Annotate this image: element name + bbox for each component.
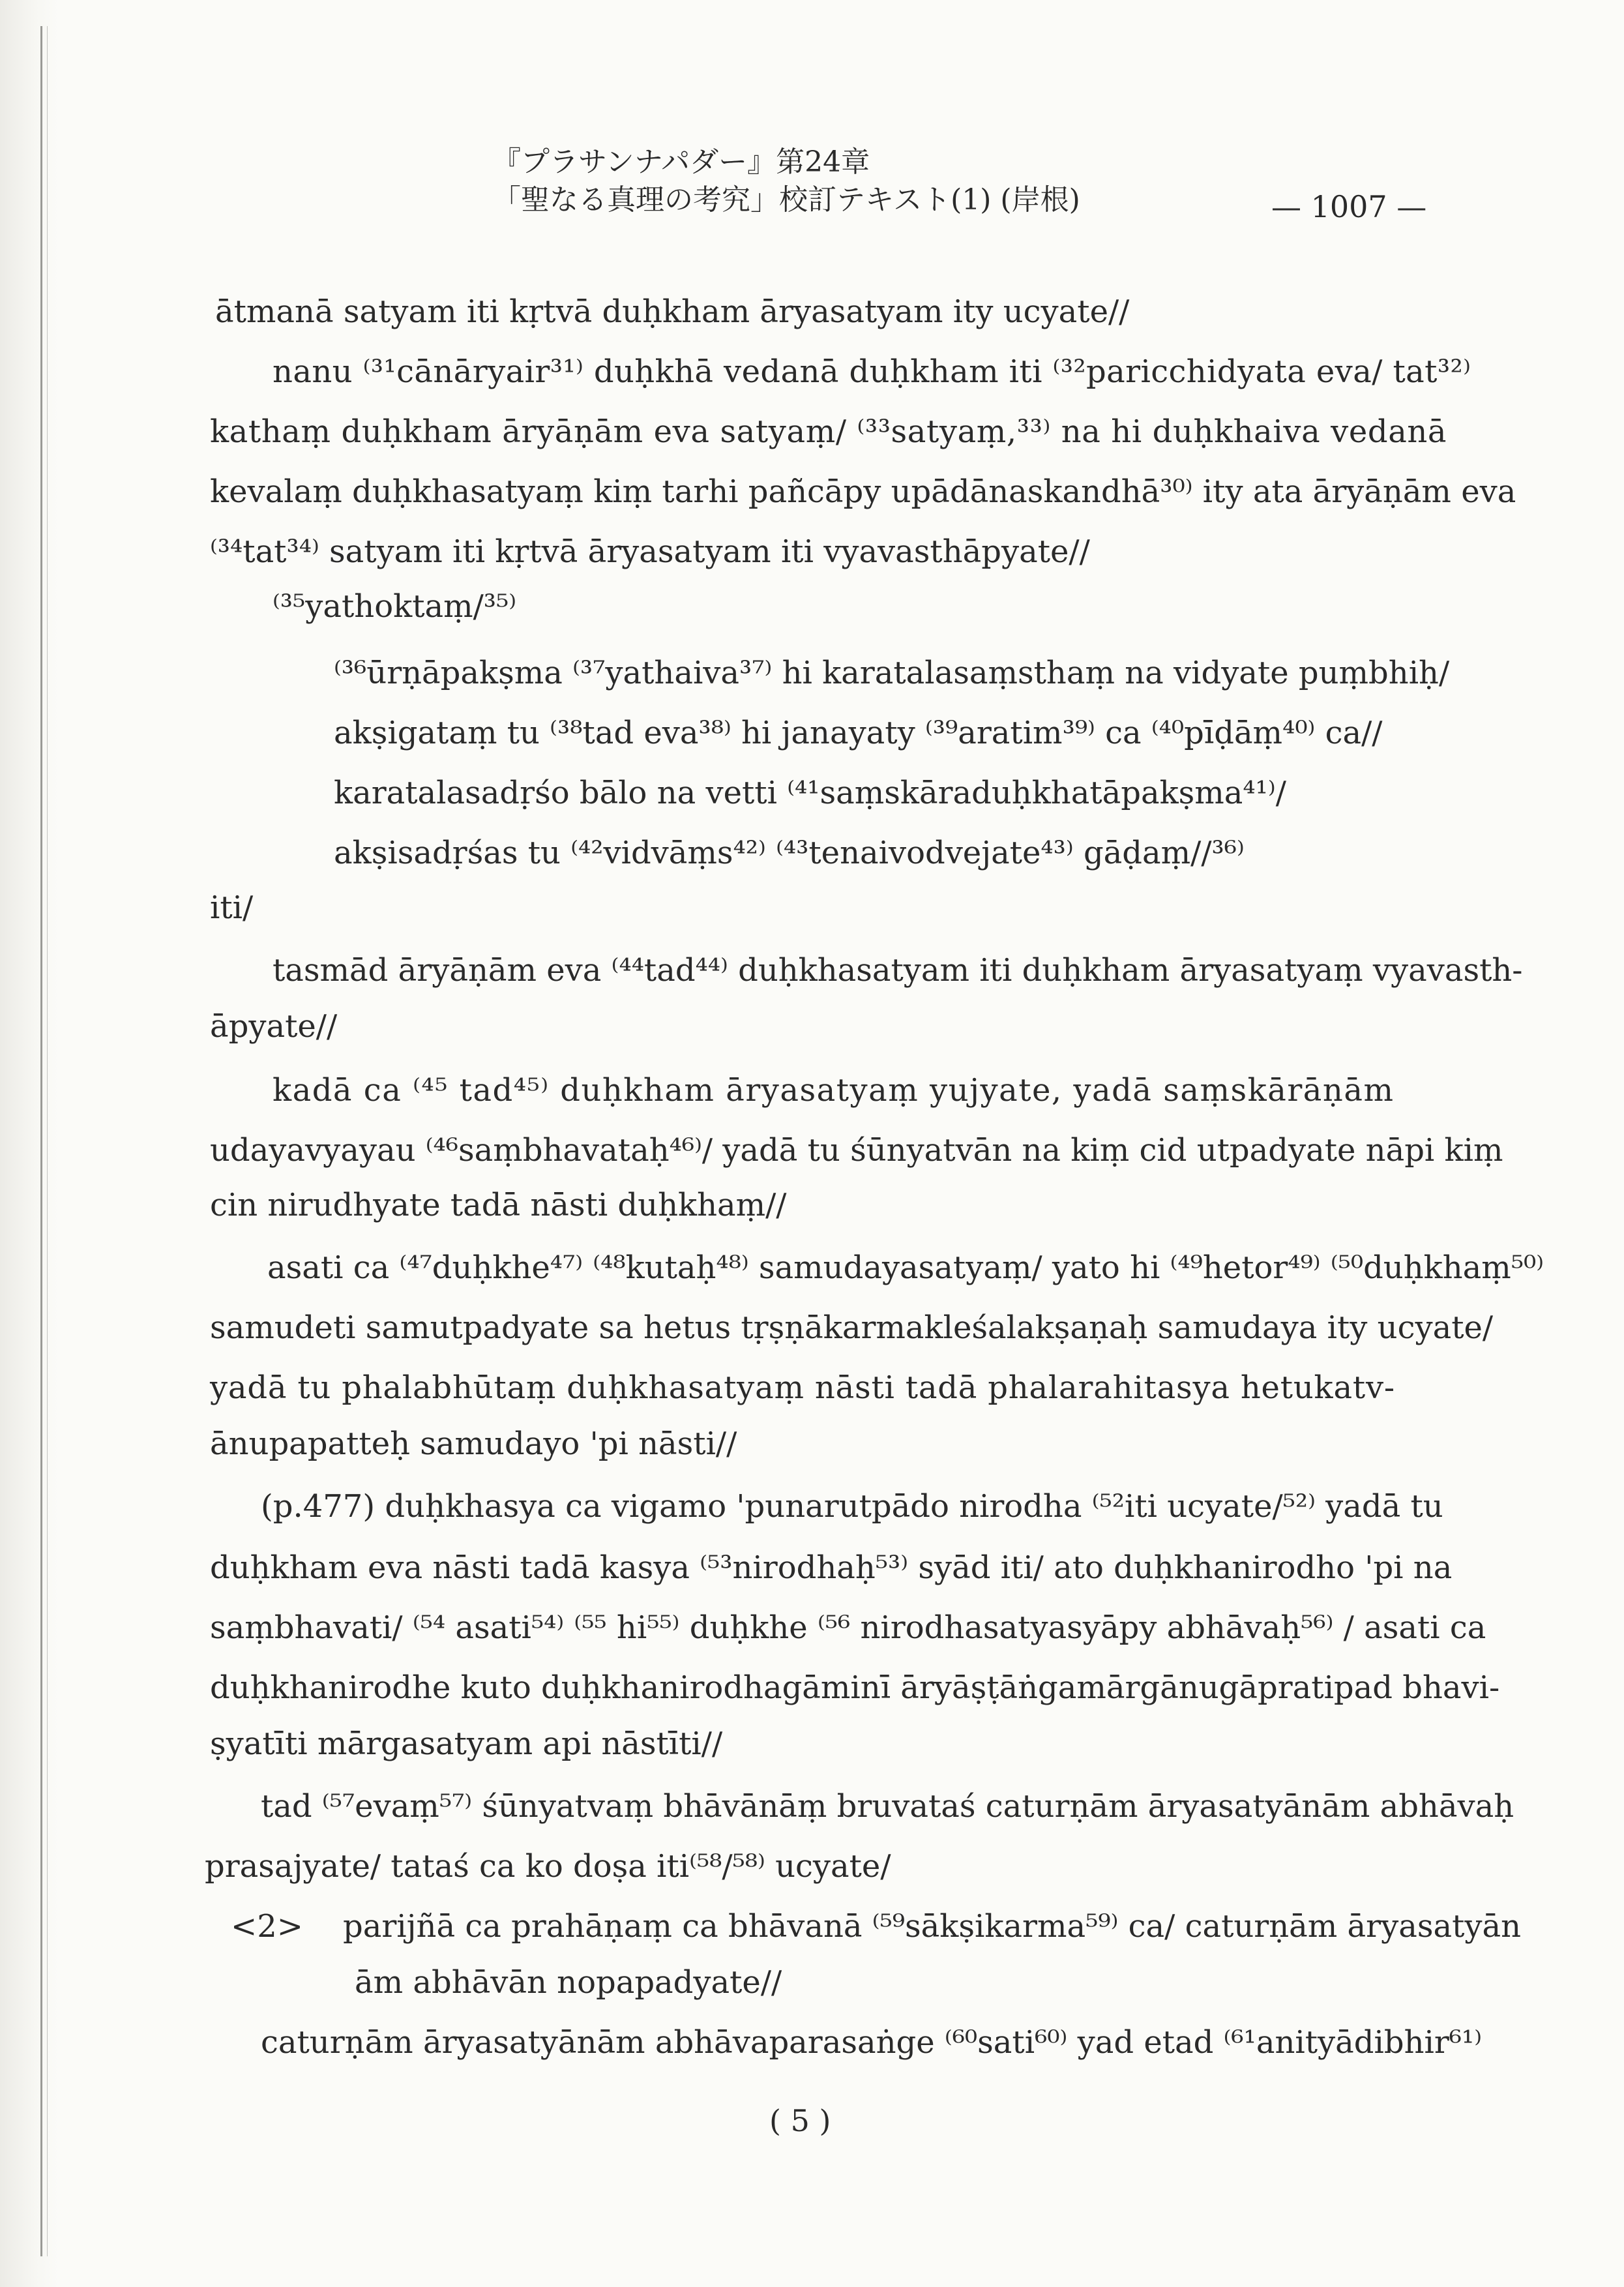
text-line: samudeti samutpadyate sa hetus tṛṣṇākarmakleśalakṣaṇaḥ samudaya ity ucyate/ bbox=[210, 1309, 1494, 1346]
text-line: nanu ⁽³¹cānāryair³¹⁾ duḥkhā vedanā duḥkham iti ⁽³²paricchidyata eva/ tat³²⁾ bbox=[273, 353, 1471, 390]
text-line: tad ⁽⁵⁷evaṃ⁵⁷⁾ śūnyatvaṃ bhāvānāṃ bruvataś caturṇām āryasatyānām abhāvaḥ bbox=[261, 1788, 1514, 1825]
verse-line: ām abhāvān nopapadyate// bbox=[355, 1964, 782, 2001]
verse-line: karatalasadṛśo bālo na vetti ⁽⁴¹saṃskāraduḥkhatāpakṣma⁴¹⁾/ bbox=[334, 775, 1286, 811]
text-line: kadā ca ⁽⁴⁵ tad⁴⁵⁾ duḥkham āryasatyaṃ yujyate, yadā saṃskārāṇām bbox=[273, 1072, 1395, 1109]
page-number: — 1007 — bbox=[1271, 189, 1427, 224]
text-line: saṃbhavati/ ⁽⁵⁴ asati⁵⁴⁾ ⁽⁵⁵ hi⁵⁵⁾ duḥkhe ⁽⁵⁶ nirodhasatyasyāpy abhāvaḥ⁵⁶⁾ / asati ca bbox=[210, 1609, 1486, 1646]
text-line: cin nirudhyate tadā nāsti duḥkhaṃ// bbox=[210, 1187, 787, 1223]
text-line: caturṇām āryasatyānām abhāvaparasaṅge ⁽⁶⁰sati⁶⁰⁾ yad etad ⁽⁶¹anityādibhir⁶¹⁾ bbox=[261, 2024, 1483, 2061]
verse-line: akṣisadṛśas tu ⁽⁴²vidvāṃs⁴²⁾ ⁽⁴³tenaivodvejate⁴³⁾ gāḍaṃ//³⁶⁾ bbox=[334, 835, 1245, 871]
header-title-line-1: 『プラサンナパダー』第24章 bbox=[492, 145, 870, 179]
text-line: asati ca ⁽⁴⁷duḥkhe⁴⁷⁾ ⁽⁴⁸kutaḥ⁴⁸⁾ samudayasatyaṃ/ yato hi ⁽⁴⁹hetor⁴⁹⁾ ⁽⁵⁰duḥkhaṃ⁵⁰⁾ bbox=[267, 1249, 1544, 1286]
running-header bbox=[492, 143, 1080, 219]
text-line: kathaṃ duḥkham āryāṇām eva satyaṃ/ ⁽³³satyaṃ,³³⁾ na hi duḥkhaiva vedanā bbox=[210, 413, 1447, 450]
text-line: duḥkhanirodhe kuto duḥkhanirodhagāminī āryāṣṭāṅgamārgānugāpratipad bhavi- bbox=[210, 1669, 1500, 1706]
verse-line: akṣigataṃ tu ⁽³⁸tad eva³⁸⁾ hi janayaty ⁽³⁹aratim³⁹⁾ ca ⁽⁴⁰pīḍāṃ⁴⁰⁾ ca// bbox=[334, 715, 1383, 751]
verse-line: <2> parijñā ca prahāṇaṃ ca bhāvanā ⁽⁵⁹sākṣikarma⁵⁹⁾ ca/ caturṇām āryasatyān bbox=[231, 1908, 1522, 1945]
text-line: ⁽³⁴tat³⁴⁾ satyam iti kṛtvā āryasatyam iti vyavasthāpyate// bbox=[210, 533, 1090, 570]
text-line: yadā tu phalabhūtaṃ duḥkhasatyaṃ nāsti tadā phalarahitasya hetukatv- bbox=[210, 1369, 1395, 1406]
text-line: (p.477) duḥkhasya ca vigamo 'punarutpādo nirodha ⁽⁵²iti ucyate/⁵²⁾ yadā tu bbox=[261, 1488, 1443, 1525]
scan-edge bbox=[0, 0, 59, 2287]
binder-line-secondary bbox=[47, 26, 48, 2256]
text-line: duḥkham eva nāsti tadā kasya ⁽⁵³nirodhaḥ⁵³⁾ syād iti/ ato duḥkhanirodho 'pi na bbox=[210, 1549, 1453, 1586]
text-line: udayavyayau ⁽⁴⁶saṃbhavataḥ⁴⁶⁾/ yadā tu śūnyatvān na kiṃ cid utpadyate nāpi kiṃ bbox=[210, 1132, 1503, 1169]
verse-line: ⁽³⁶ūrṇāpakṣma ⁽³⁷yathaiva³⁷⁾ hi karatalasaṃsthaṃ na vidyate puṃbhiḥ/ bbox=[334, 655, 1450, 691]
text-line: iti/ bbox=[210, 889, 254, 926]
text-line: ātmanā satyam iti kṛtvā duḥkham āryasatyam ity ucyate// bbox=[215, 293, 1130, 330]
header-title-line-2: 「聖なる真理の考究」校訂テキスト(1) (岸根) bbox=[492, 183, 1080, 217]
text-line: ṣyatīti mārgasatyam api nāstīti// bbox=[210, 1726, 723, 1762]
binder-line bbox=[40, 26, 42, 2256]
text-line: ānupapatteḥ samudayo 'pi nāsti// bbox=[210, 1426, 737, 1462]
text-line: ⁽³⁵yathoktaṃ/³⁵⁾ bbox=[273, 588, 517, 625]
page-marker: ( 5 ) bbox=[769, 2103, 831, 2138]
text-line: āpyate// bbox=[210, 1008, 338, 1045]
text-line: tasmād āryāṇām eva ⁽⁴⁴tad⁴⁴⁾ duḥkhasatyam iti duḥkham āryasatyaṃ vyavasth- bbox=[273, 952, 1523, 989]
text-line: kevalaṃ duḥkhasatyaṃ kiṃ tarhi pañcāpy upādānaskandhā³⁰⁾ ity ata āryāṇām eva bbox=[210, 473, 1516, 510]
text-line: prasajyate/ tataś ca ko doṣa iti⁽⁵⁸/⁵⁸⁾ ucyate/ bbox=[205, 1848, 891, 1885]
